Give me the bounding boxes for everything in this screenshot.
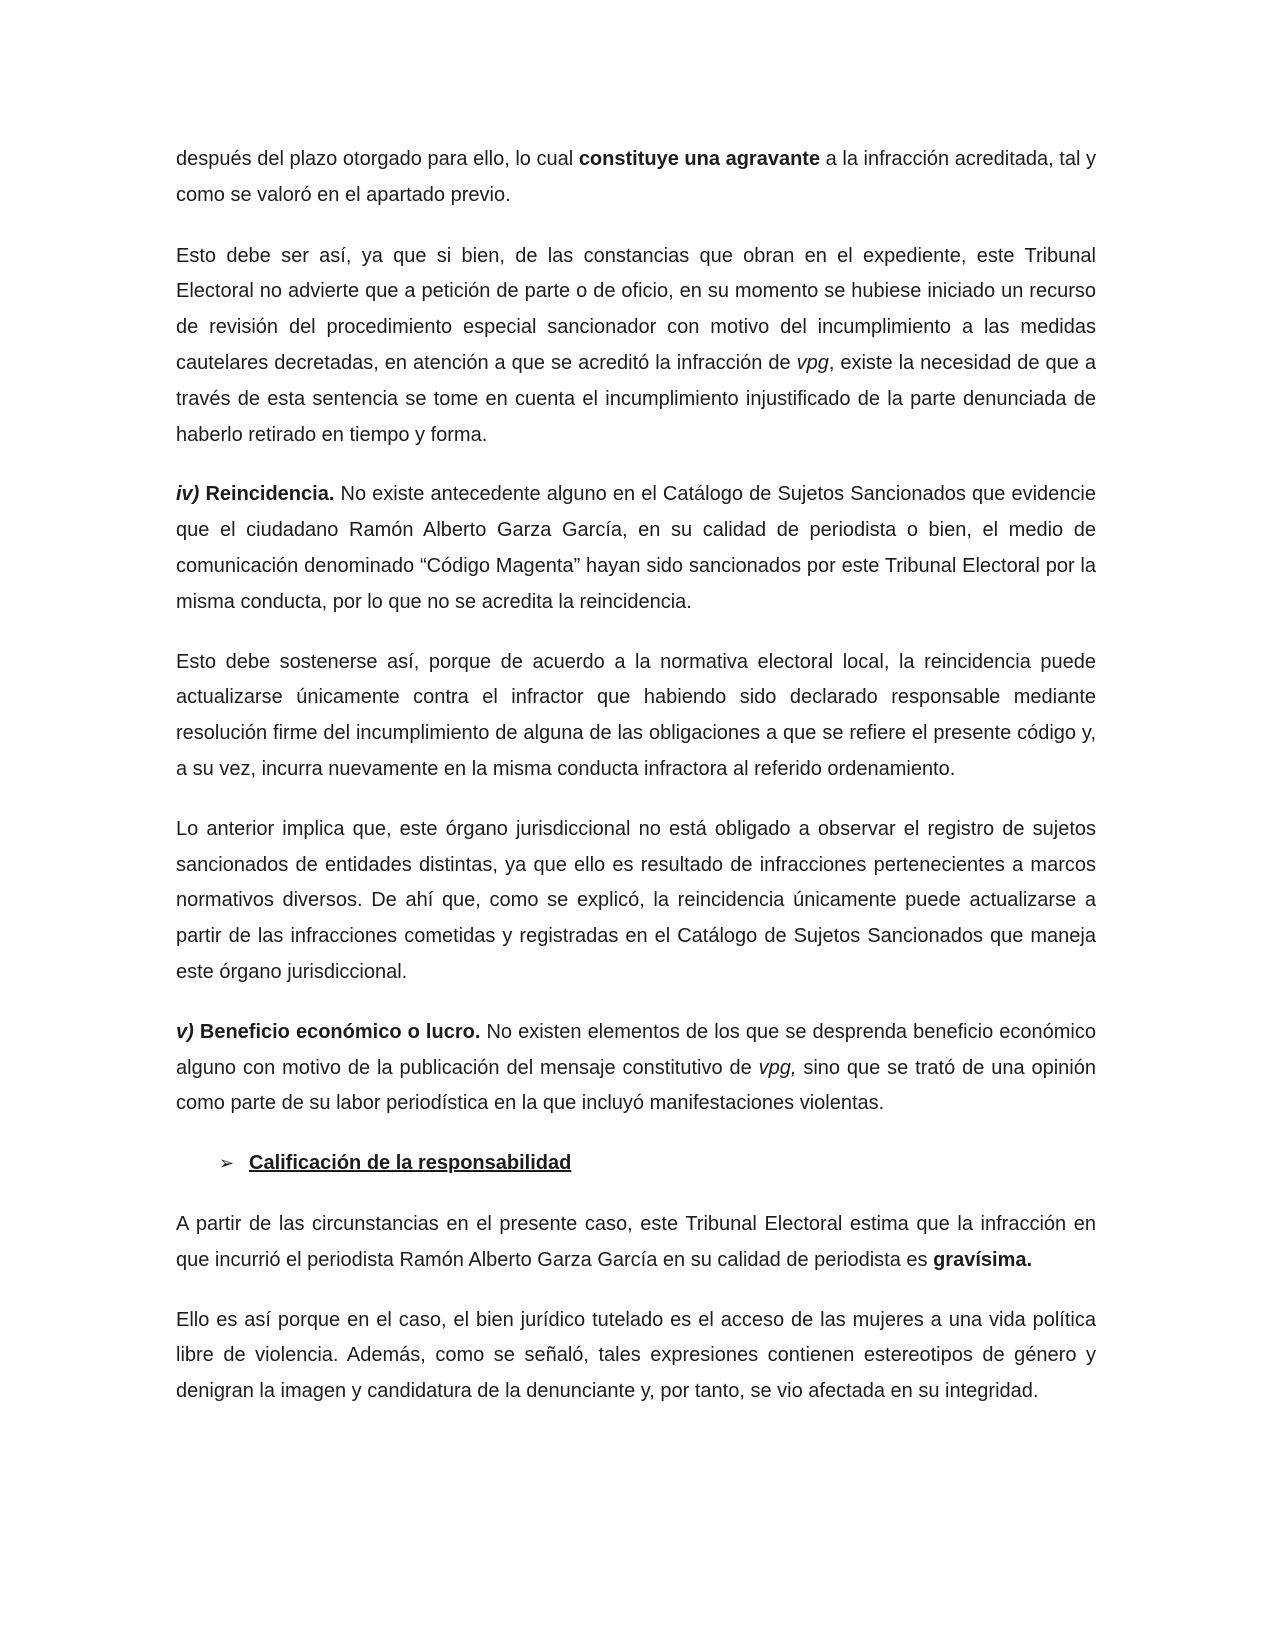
paragraph-text: después del plazo otorgado para ello, lo cual [176, 148, 579, 170]
arrow-bullet-icon: ➢ [219, 1153, 235, 1174]
document-body [176, 142, 1096, 1434]
bold-text: constituye una agravante [578, 148, 821, 170]
section-title: Reincidencia. [199, 483, 335, 506]
italic-text: vpg, [758, 1056, 797, 1079]
paragraph-normativa: Esto debe sostenerse así, porque de acuerdo a la normativa electoral local, la reincidencia puede actualizarse únicamente contra el infractor que habiendo sido declarado responsable mediante resolución firme del incumplimiento de alguna de las obligaciones a que se refiere el presente código y, a su vez, incurra nuevamente en la misma conducta infractora al referido ordenamiento. [176, 650, 1096, 780]
paragraph-medidas-cautelares [176, 239, 1096, 454]
paragraph-text: a la infracción acreditada, tal y como se valoró en el apartado previo. [176, 148, 1097, 206]
section-heading [176, 1146, 1096, 1182]
italic-text: vpg [796, 351, 829, 374]
bold-text: gravísima. [933, 1248, 1033, 1271]
section-heading-text: Calificación de la responsabilidad [249, 1152, 572, 1175]
paragraph-text: Esto debe ser así, ya que si bien, de las constancias que obran en el expediente, este Tribunal Electoral no advierte que a petición de parte o de oficio, en su momento se hubiese iniciado un recurso de revisión del procedimiento especial sancionador con motivo del incumplimiento a las medidas cautelares decretadas, en atención a que se acreditó la infracción de [176, 244, 1096, 374]
section-title: Beneficio económico o lucro. [193, 1020, 481, 1043]
section-number: iv) [176, 483, 200, 506]
paragraph-organo-jurisdiccional: Lo anterior implica que, este órgano jurisdiccional no está obligado a observar el registro de sujetos sancionados de entidades distintas, ya que ello es resultado de infracciones pertenecientes a marcos normativos diversos. De ahí que, como se explicó, la reincidencia únicamente puede actualizarse a partir de las infracciones cometidas y registradas en el Catálogo de Sujetos Sancionados que maneja este órgano jurisdiccional. [176, 817, 1096, 983]
paragraph-agravante [176, 142, 1096, 214]
paragraph-beneficio-economico [176, 1015, 1096, 1122]
paragraph-text: A partir de las circunstancias en el presente caso, este Tribunal Electoral estima que la infracción en que incurrió el periodista Ramón Alberto Garza García en su calidad de periodista es [176, 1212, 1096, 1271]
paragraph-text: , existe la necesidad de que a través de esta sentencia se tome en cuenta el incumplimiento injustificado de la parte denunciada de haberlo retirado en tiempo y forma. [176, 351, 1096, 446]
paragraph-calificacion [176, 1207, 1096, 1279]
paragraph-bien-juridico: Ello es así porque en el caso, el bien jurídico tutelado es el acceso de las mujeres a una vida política libre de violencia. Además, como se señaló, tales expresiones contienen estereotipos de género y denigran la imagen y candidatura de la denunciante y, por tanto, se vio afectada en su integridad. [176, 1308, 1096, 1403]
paragraph-reincidencia [176, 477, 1096, 620]
paragraph-text: No existe antecedente alguno en el Catálogo de Sujetos Sancionados que evidencie que el ciudadano Ramón Alberto Garza García, en su calidad de periodista o bien, el medio de comunicación denominado “Código Magenta” hayan sido sancionados por este Tribunal Electoral por la misma conducta, por lo que no se acredita la reincidencia. [176, 483, 1096, 613]
paragraph-text: sino que se trató de una opinión como parte de su labor periodística en la que incluyó manifestaciones violentas. [176, 1056, 1096, 1115]
paragraph-text: No existen elementos de los que se desprenda beneficio económico alguno con motivo de la publicación del mensaje constitutivo de [176, 1020, 1096, 1079]
section-number: v) [176, 1020, 194, 1043]
